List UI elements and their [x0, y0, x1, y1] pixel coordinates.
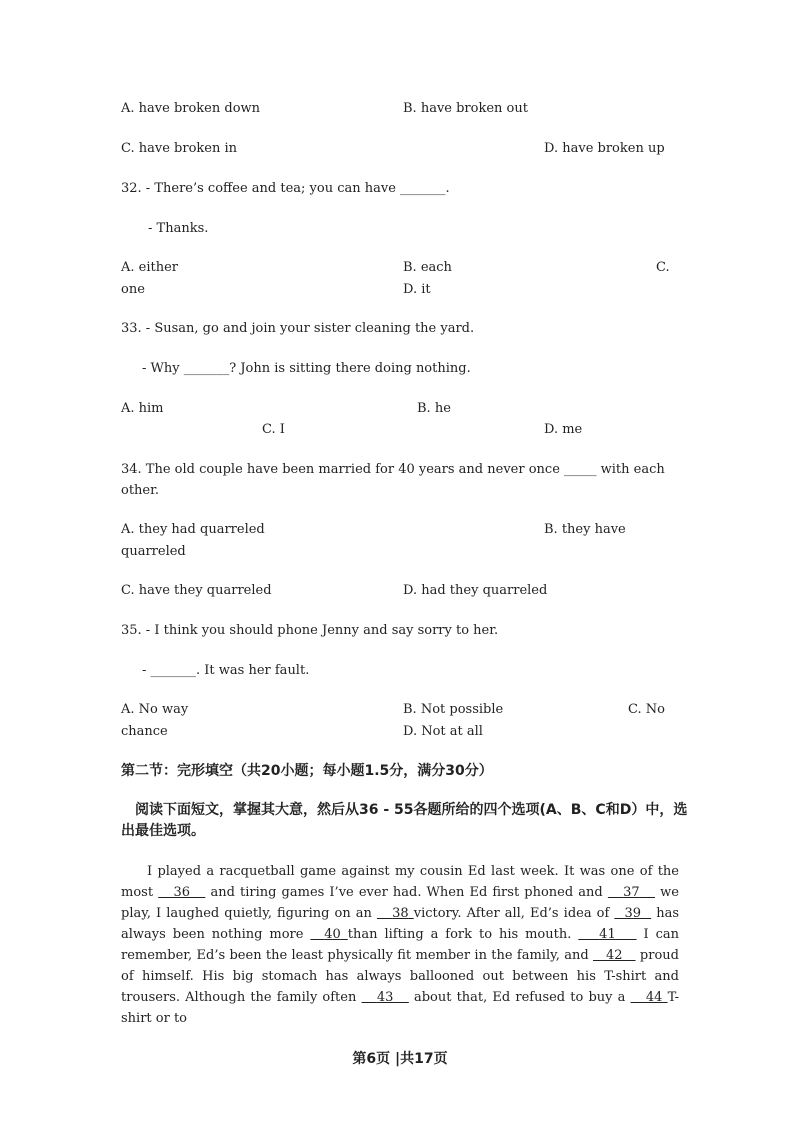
- q35-reply: - _______. It was her fault.: [142, 663, 310, 678]
- q33-option-d: D. me: [544, 422, 583, 437]
- blank-38: 38: [392, 906, 409, 921]
- blank-41: 41: [599, 927, 616, 942]
- q34-stem-line1: 34. The old couple have been married for 40 years and never once _____ with each: [121, 462, 665, 477]
- q32-option-b: B. each: [403, 260, 452, 275]
- blank-40: 40: [324, 927, 341, 942]
- passage-text: victory. After all, Ed’s idea of: [413, 906, 610, 921]
- q31-option-d: D. have broken up: [544, 141, 665, 156]
- q35-option-c-text: chance: [121, 724, 168, 739]
- q33-option-c: C. I: [262, 422, 285, 437]
- q32-option-c-label: C.: [656, 260, 670, 275]
- q32-reply: - Thanks.: [148, 221, 209, 236]
- q35-option-d: D. Not at all: [403, 724, 483, 739]
- q31-option-c: C. have broken in: [121, 141, 238, 156]
- passage-text: about that, Ed refused to buy a: [413, 990, 626, 1005]
- q34-stem-line2: other.: [121, 483, 160, 498]
- q35-option-a: A. No way: [121, 702, 189, 717]
- blank-42: 42: [606, 948, 623, 963]
- passage-text: I can remember, Ed’s been the least physically fit member in the family, and: [121, 927, 679, 963]
- q32-option-d: D. it: [403, 282, 431, 297]
- q32-option-c-text: one: [121, 282, 145, 297]
- passage-text: and tiring games I’ve ever had. When Ed first phoned and: [210, 885, 603, 900]
- section-heading: 第二节：完形填空（共20小题；每小题1.5分，满分30分）: [121, 763, 493, 779]
- q34-option-a: A. they had quarreled: [121, 522, 265, 537]
- passage-text: has always been nothing more: [121, 906, 679, 942]
- q32-stem: 32. - There’s coffee and tea; you can have _______.: [121, 181, 450, 196]
- q34-option-b-cont: quarreled: [121, 544, 186, 559]
- q32-option-a: A. either: [121, 260, 179, 275]
- q34-option-c: C. have they quarreled: [121, 583, 272, 598]
- section-instruction-line2: 出最佳选项。: [121, 823, 205, 839]
- q31-option-b: B. have broken out: [403, 101, 528, 116]
- q34-option-d: D. had they quarreled: [403, 583, 548, 598]
- blank-37: 37: [623, 885, 640, 900]
- blank-36: 36: [173, 885, 191, 900]
- q33-reply: - Why _______? John is sitting there doing nothing.: [142, 361, 471, 376]
- q35-option-c-label: C. No: [628, 702, 665, 717]
- section-instruction-line1: 阅读下面短文，掌握其大意，然后从36 - 55各题所给的四个选项(A、B、C和D）中，选: [135, 802, 688, 818]
- passage-text: I played a racquetball game against my cousin Ed last week. It was one of the most: [121, 864, 679, 900]
- q33-stem: 33. - Susan, go and join your sister cleaning the yard.: [121, 321, 475, 336]
- q35-option-b: B. Not possible: [403, 702, 504, 717]
- blank-39: 39: [624, 906, 642, 921]
- q34-option-b: B. they have: [544, 522, 626, 537]
- cloze-passage: [121, 861, 679, 1029]
- passage-text: T-shirt or to: [121, 990, 679, 1026]
- blank-44: 44: [645, 990, 663, 1005]
- page-footer: 第6页 |共17页: [352, 1051, 448, 1067]
- q33-option-b: B. he: [417, 401, 451, 416]
- q33-option-a: A. him: [121, 401, 164, 416]
- passage-text: proud of himself. His big stomach has always ballooned out between his T-shirt and trousers. Although the family often: [121, 948, 679, 1005]
- q35-stem: 35. - I think you should phone Jenny and say sorry to her.: [121, 623, 499, 638]
- q31-option-a: A. have broken down: [121, 101, 261, 116]
- blank-43: 43: [376, 990, 394, 1005]
- passage-text: we play, I laughed quietly, figuring on an: [121, 885, 679, 921]
- passage-text: than lifting a fork to his mouth.: [347, 927, 572, 942]
